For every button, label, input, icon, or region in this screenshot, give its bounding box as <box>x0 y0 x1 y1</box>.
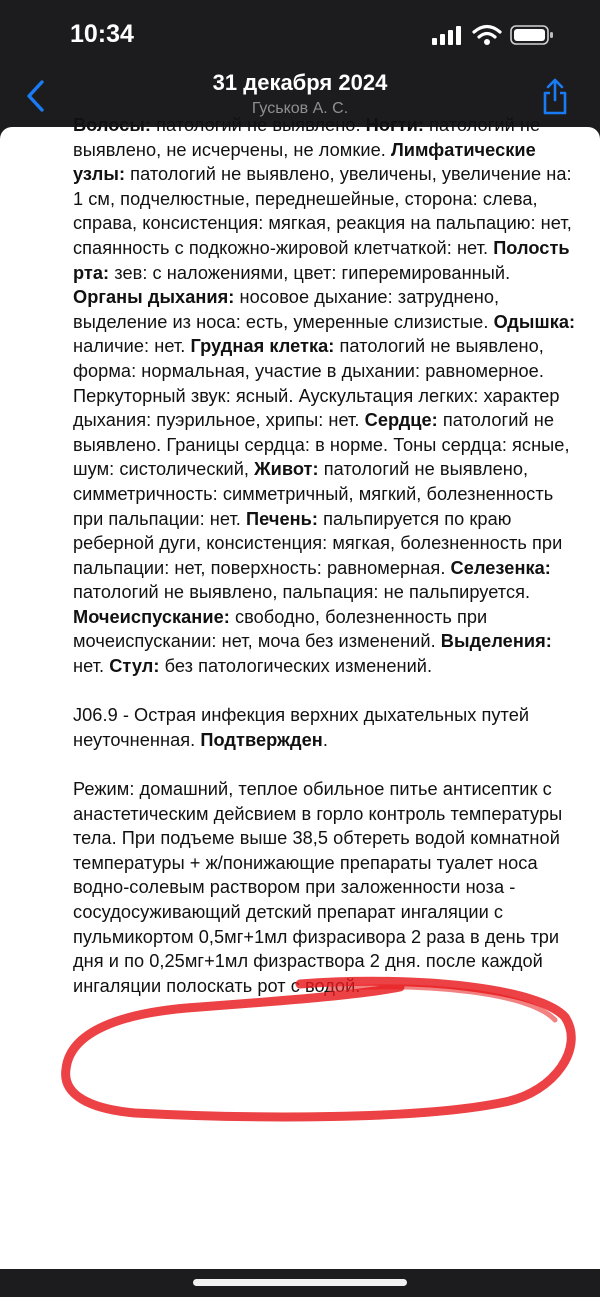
field-label: Живот: <box>254 459 319 480</box>
field-label: Одышка: <box>493 311 576 332</box>
field-text: патологий не выявлено, увеличены, увеличение на: 1 см, подчелюстные, переднешейные, сторона: слева, справа, консистенция: мягкая, реакция на пальпацию: нет, спаянность с подкожно-жировой клетчаткой: нет. <box>73 164 572 258</box>
field-text: патологий не выявлено, симметричность: симметричный, мягкий, болезненность при пальпации: нет. <box>73 459 554 529</box>
field-text: патологий не выявлено, не исчерчены, не ломкие. <box>73 115 541 160</box>
field-label: Печень: <box>246 508 318 529</box>
field-label: Мочеиспускание: <box>73 606 230 627</box>
field-text: нет. <box>73 656 110 677</box>
field-label: Полость рта: <box>73 237 570 283</box>
field-label: Подтвержден <box>200 729 323 750</box>
field-text: патологий не выявлено. Границы сердца: в норме. Тоны сердца: ясные, шум: систолический, <box>73 410 570 480</box>
field-label: Выделения: <box>440 631 552 652</box>
document-page[interactable] <box>0 115 600 1269</box>
home-indicator[interactable] <box>193 1279 407 1286</box>
field-text: патологий не выявлено, пальпация: не пальпируется. <box>73 582 531 603</box>
field-text: носовое дыхание: затруднено, выделение из носа: есть, умеренные слизистые. <box>73 287 500 332</box>
field-text: без патологических изменений. <box>159 656 433 677</box>
field-label: Органы дыхания: <box>73 287 235 308</box>
field-text: патологий не выявлено. <box>151 115 366 135</box>
field-text: . <box>322 729 328 750</box>
page-subtitle: Гуськов А. С. <box>251 100 349 117</box>
field-label: Стул: <box>109 656 160 677</box>
field-label: Волосы: <box>73 115 152 135</box>
share-icon[interactable] <box>538 76 572 116</box>
field-label: Селезенка: <box>450 557 551 578</box>
treatment-paragraph <box>73 777 583 998</box>
wifi-icon <box>472 24 502 46</box>
page-title: 31 декабря 2024 <box>212 70 388 95</box>
field-label: Лимфатические узлы: <box>73 139 536 185</box>
field-text: пальпируется по краю реберной дуги, консистенция: мягкая, болезненность при пальпации: нет, поверхность: равномерная. <box>73 508 563 578</box>
field-label: Сердце: <box>364 410 438 431</box>
field-text: наличие: нет. <box>73 336 191 357</box>
field-text: свободно, болезненность при мочеиспускании: нет, моча без изменений. <box>73 606 488 652</box>
document-text <box>73 113 583 1023</box>
exam-paragraph <box>73 113 583 679</box>
status-time: 10:34 <box>70 20 134 48</box>
field-text: патологий не выявлено, форма: нормальная, участие в дыхании: равномерное. Перкуторный звук: ясный. Аускультация легких: характер дыхания: пуэрильное, хрипы: нет. <box>73 336 560 431</box>
field-text: Режим: домашний, теплое обильное питье антисептик с анастетическим дейсвием в горло контроль температуры тела. При подъеме выше 38,5 обтереть водой комнатной температуры + ж/понижающие препараты туалет носа водно-солевым раствором при заложенности ноза - сосудосуживающий детский препарат ингаляции с пульмикортом 0,5мг+1мл физрасивора 2 раза в день три дня и по 0,25мг+1мл физраствора 2 дня. после каждой ингаляции полоскать рот с водой. <box>73 779 563 996</box>
field-text: J06.9 - Острая инфекция верхних дыхательных путей неуточненная. <box>73 705 530 750</box>
field-label: Ногти: <box>365 115 424 135</box>
status-bar <box>0 0 600 64</box>
diagnosis-paragraph <box>73 703 583 752</box>
battery-icon <box>510 24 554 46</box>
cellular-signal-icon <box>432 25 462 45</box>
field-label: Грудная клетка: <box>190 336 335 357</box>
field-text: зев: с наложениями, цвет: гиперемированный. <box>109 262 511 283</box>
